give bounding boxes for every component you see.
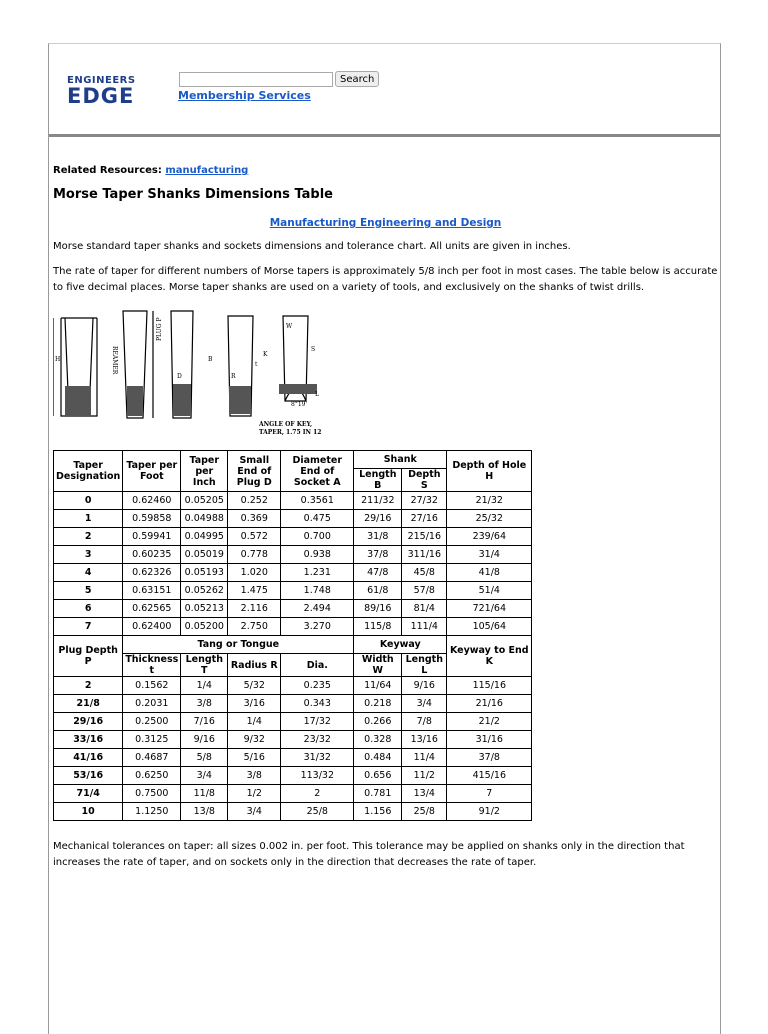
cell: 9/32 bbox=[228, 731, 281, 749]
cell: 27/16 bbox=[402, 510, 447, 528]
cell: 9/16 bbox=[402, 677, 447, 695]
cell: 5/8 bbox=[181, 749, 228, 767]
cell: 105/64 bbox=[447, 618, 532, 636]
cell: 0.05193 bbox=[181, 564, 228, 582]
cell: 0.6250 bbox=[123, 767, 181, 785]
col-dia: Dia. bbox=[281, 654, 354, 677]
cell: 0.4687 bbox=[123, 749, 181, 767]
cell: 53/16 bbox=[54, 767, 123, 785]
col-depth-of-hole: Depth of Hole H bbox=[447, 451, 532, 492]
cell: 0.1562 bbox=[123, 677, 181, 695]
table-row bbox=[54, 767, 532, 785]
cell: 5 bbox=[54, 582, 123, 600]
table-row bbox=[54, 600, 532, 618]
cell: 0.05205 bbox=[181, 492, 228, 510]
cell: 17/32 bbox=[281, 713, 354, 731]
morse-taper-diagram bbox=[53, 306, 336, 441]
cell: 311/16 bbox=[402, 546, 447, 564]
col-diameter-end-socket: Diameter End of Socket A bbox=[281, 451, 354, 492]
col-length-t: Length T bbox=[181, 654, 228, 677]
cell: 5/16 bbox=[228, 749, 281, 767]
table-row bbox=[54, 695, 532, 713]
cell: 9/16 bbox=[181, 731, 228, 749]
diagram-caption-1: ANGLE OF KEY, bbox=[259, 421, 313, 428]
cell: 21/8 bbox=[54, 695, 123, 713]
cell: 0.218 bbox=[354, 695, 402, 713]
cell: 2.750 bbox=[228, 618, 281, 636]
cell: 11/4 bbox=[402, 749, 447, 767]
cell: 33/16 bbox=[54, 731, 123, 749]
logo-line1: ENGINEERS bbox=[67, 75, 136, 86]
cell: 1.020 bbox=[228, 564, 281, 582]
mfg-engineering-link[interactable]: Manufacturing Engineering and Design bbox=[269, 217, 502, 229]
col-length-l: Length L bbox=[402, 654, 447, 677]
col-small-end-plug: Small End of Plug D bbox=[228, 451, 281, 492]
col-keyway: Keyway bbox=[354, 636, 447, 654]
cell: 89/16 bbox=[354, 600, 402, 618]
cell: 21/2 bbox=[447, 713, 532, 731]
cell: 27/32 bbox=[402, 492, 447, 510]
cell: 113/32 bbox=[281, 767, 354, 785]
table2-header-row bbox=[54, 636, 532, 654]
cell: 0.04988 bbox=[181, 510, 228, 528]
cell: 21/32 bbox=[447, 492, 532, 510]
cell: 3/4 bbox=[228, 803, 281, 821]
cell: 47/8 bbox=[354, 564, 402, 582]
related-label: Related Resources: bbox=[53, 165, 162, 176]
diagram-label-s: S bbox=[311, 346, 316, 353]
cell: 0.475 bbox=[281, 510, 354, 528]
col-taper-per-foot: Taper per Foot bbox=[123, 451, 181, 492]
table-row bbox=[54, 677, 532, 695]
morse-taper-table bbox=[53, 450, 532, 821]
cell: 31/16 bbox=[447, 731, 532, 749]
diagram-label-d: D bbox=[177, 373, 182, 380]
cell: 0.05019 bbox=[181, 546, 228, 564]
col-taper-per-inch: Taper per Inch bbox=[181, 451, 228, 492]
cell: 25/32 bbox=[447, 510, 532, 528]
cell: 0.60235 bbox=[123, 546, 181, 564]
cell: 71/4 bbox=[54, 785, 123, 803]
cell: 13/16 bbox=[402, 731, 447, 749]
cell: 29/16 bbox=[354, 510, 402, 528]
cell: 1/4 bbox=[181, 677, 228, 695]
col-thickness: Thickness t bbox=[123, 654, 181, 677]
cell: 31/32 bbox=[281, 749, 354, 767]
cell: 11/64 bbox=[354, 677, 402, 695]
cell: 2 bbox=[281, 785, 354, 803]
cell: 0.59858 bbox=[123, 510, 181, 528]
diagram-label-t: t bbox=[255, 361, 258, 368]
cell: 0.778 bbox=[228, 546, 281, 564]
cell: 11/8 bbox=[181, 785, 228, 803]
col-shank: Shank bbox=[354, 451, 447, 469]
col-keyway-to-end: Keyway to End K bbox=[447, 636, 532, 677]
cell: 0.62460 bbox=[123, 492, 181, 510]
manufacturing-link[interactable]: manufacturing bbox=[165, 165, 249, 176]
cell: 0.7500 bbox=[123, 785, 181, 803]
cell: 115/16 bbox=[447, 677, 532, 695]
diagram-label-reamer: REAMER bbox=[111, 346, 118, 375]
mfg-engineering-link-wrap bbox=[53, 215, 718, 231]
logo-line2: EDGE bbox=[67, 84, 135, 108]
cell: 0.656 bbox=[354, 767, 402, 785]
search-input[interactable] bbox=[179, 72, 333, 87]
cell: 3/8 bbox=[228, 767, 281, 785]
cell: 0.369 bbox=[228, 510, 281, 528]
table-row bbox=[54, 492, 532, 510]
engineers-edge-logo[interactable] bbox=[67, 76, 161, 106]
cell: 111/4 bbox=[402, 618, 447, 636]
table-row bbox=[54, 618, 532, 636]
cell: 1.231 bbox=[281, 564, 354, 582]
cell: 0.700 bbox=[281, 528, 354, 546]
cell: 3/4 bbox=[402, 695, 447, 713]
cell: 0.2031 bbox=[123, 695, 181, 713]
cell: 2 bbox=[54, 677, 123, 695]
diagram-label-plug: PLUG P bbox=[156, 317, 163, 341]
cell: 115/8 bbox=[354, 618, 402, 636]
table-row bbox=[54, 546, 532, 564]
cell: 0.05200 bbox=[181, 618, 228, 636]
cell: 5/32 bbox=[228, 677, 281, 695]
page-title: Morse Taper Shanks Dimensions Table bbox=[53, 187, 333, 202]
diagram-label-b: B bbox=[208, 356, 213, 363]
diagram-caption-2: TAPER, 1.75 IN 12 bbox=[259, 429, 322, 436]
cell: 1.748 bbox=[281, 582, 354, 600]
cell: 31/8 bbox=[354, 528, 402, 546]
cell: 2 bbox=[54, 528, 123, 546]
col-length-b: Length B bbox=[354, 469, 402, 492]
cell: 415/16 bbox=[447, 767, 532, 785]
cell: 0.05262 bbox=[181, 582, 228, 600]
cell: 0.59941 bbox=[123, 528, 181, 546]
cell: 4 bbox=[54, 564, 123, 582]
cell: 3/16 bbox=[228, 695, 281, 713]
table-row bbox=[54, 564, 532, 582]
cell: 91/2 bbox=[447, 803, 532, 821]
cell: 81/4 bbox=[402, 600, 447, 618]
cell: 7/16 bbox=[181, 713, 228, 731]
cell: 0.572 bbox=[228, 528, 281, 546]
diagram-angle: 8°19' bbox=[291, 401, 308, 408]
cell: 239/64 bbox=[447, 528, 532, 546]
cell: 1/4 bbox=[228, 713, 281, 731]
cell: 0.328 bbox=[354, 731, 402, 749]
membership-services-link[interactable]: Membership Services bbox=[178, 89, 311, 102]
cell: 2.494 bbox=[281, 600, 354, 618]
cell: 41/8 bbox=[447, 564, 532, 582]
cell: 1.1250 bbox=[123, 803, 181, 821]
cell: 21/16 bbox=[447, 695, 532, 713]
cell: 0.235 bbox=[281, 677, 354, 695]
cell: 721/64 bbox=[447, 600, 532, 618]
cell: 0.05213 bbox=[181, 600, 228, 618]
cell: 7/8 bbox=[402, 713, 447, 731]
cell: 51/4 bbox=[447, 582, 532, 600]
table-row bbox=[54, 582, 532, 600]
cell: 41/16 bbox=[54, 749, 123, 767]
cell: 3/8 bbox=[181, 695, 228, 713]
col-radius: Radius R bbox=[228, 654, 281, 677]
cell: 0.2500 bbox=[123, 713, 181, 731]
cell: 211/32 bbox=[354, 492, 402, 510]
col-depth-s: Depth S bbox=[402, 469, 447, 492]
cell: 1.156 bbox=[354, 803, 402, 821]
table-row bbox=[54, 528, 532, 546]
intro-paragraph-2: The rate of taper for different numbers of Morse tapers is approximately 5/8 inch per foot in most cases. The table below is accurate to five decimal places. Morse taper shanks are used on a variety of tools, and exclusively on the shanks of twist drills. bbox=[53, 266, 718, 293]
diagram-label-k: K bbox=[263, 351, 268, 358]
cell: 7 bbox=[447, 785, 532, 803]
cell: 3/4 bbox=[181, 767, 228, 785]
cell: 25/8 bbox=[402, 803, 447, 821]
cell: 0.3125 bbox=[123, 731, 181, 749]
cell: 13/4 bbox=[402, 785, 447, 803]
intro-paragraph-1: Morse standard taper shanks and sockets dimensions and tolerance chart. All units are given in inches. bbox=[53, 241, 571, 252]
search-button[interactable]: Search bbox=[335, 71, 379, 87]
diagram-label-h: H bbox=[55, 356, 61, 363]
table-row bbox=[54, 749, 532, 767]
cell: 0.266 bbox=[354, 713, 402, 731]
cell: 2.116 bbox=[228, 600, 281, 618]
cell: 0.343 bbox=[281, 695, 354, 713]
cell: 0.781 bbox=[354, 785, 402, 803]
cell: 0.3561 bbox=[281, 492, 354, 510]
col-taper-designation: Taper Designation bbox=[54, 451, 123, 492]
cell: 3.270 bbox=[281, 618, 354, 636]
cell: 0.252 bbox=[228, 492, 281, 510]
cell: 1 bbox=[54, 510, 123, 528]
cell: 1/2 bbox=[228, 785, 281, 803]
cell: 37/8 bbox=[447, 749, 532, 767]
cell: 0.938 bbox=[281, 546, 354, 564]
cell: 0.62326 bbox=[123, 564, 181, 582]
cell: 0.484 bbox=[354, 749, 402, 767]
cell: 57/8 bbox=[402, 582, 447, 600]
cell: 0.63151 bbox=[123, 582, 181, 600]
table1-header-row bbox=[54, 451, 532, 469]
col-plug-depth: Plug Depth P bbox=[54, 636, 123, 677]
cell: 215/16 bbox=[402, 528, 447, 546]
cell: 6 bbox=[54, 600, 123, 618]
site-header bbox=[49, 44, 720, 137]
cell: 37/8 bbox=[354, 546, 402, 564]
cell: 10 bbox=[54, 803, 123, 821]
cell: 13/8 bbox=[181, 803, 228, 821]
cell: 25/8 bbox=[281, 803, 354, 821]
col-width-w: Width W bbox=[354, 654, 402, 677]
cell: 29/16 bbox=[54, 713, 123, 731]
cell: 61/8 bbox=[354, 582, 402, 600]
cell: 1.475 bbox=[228, 582, 281, 600]
diagram-label-l: L bbox=[315, 391, 319, 398]
table-row bbox=[54, 731, 532, 749]
cell: 11/2 bbox=[402, 767, 447, 785]
cell: 23/32 bbox=[281, 731, 354, 749]
col-tang-or-tongue: Tang or Tongue bbox=[123, 636, 354, 654]
cell: 0.62565 bbox=[123, 600, 181, 618]
table-row bbox=[54, 803, 532, 821]
mechanical-tolerance-note: Mechanical tolerances on taper: all sizes 0.002 in. per foot. This tolerance may be applied on shanks only in the direction that increases the rate of taper, and on sockets only in the direction that decreases the rate of taper. bbox=[53, 841, 685, 868]
cell: 0.04995 bbox=[181, 528, 228, 546]
page-frame bbox=[48, 43, 721, 1034]
cell: 3 bbox=[54, 546, 123, 564]
diagram-label-r: R bbox=[231, 373, 236, 380]
cell: 45/8 bbox=[402, 564, 447, 582]
cell: 31/4 bbox=[447, 546, 532, 564]
related-resources bbox=[53, 163, 718, 179]
cell: 0 bbox=[54, 492, 123, 510]
diagram-label-w: W bbox=[286, 323, 293, 330]
table-row bbox=[54, 785, 532, 803]
table-row bbox=[54, 510, 532, 528]
cell: 7 bbox=[54, 618, 123, 636]
cell: 0.62400 bbox=[123, 618, 181, 636]
table-row bbox=[54, 713, 532, 731]
